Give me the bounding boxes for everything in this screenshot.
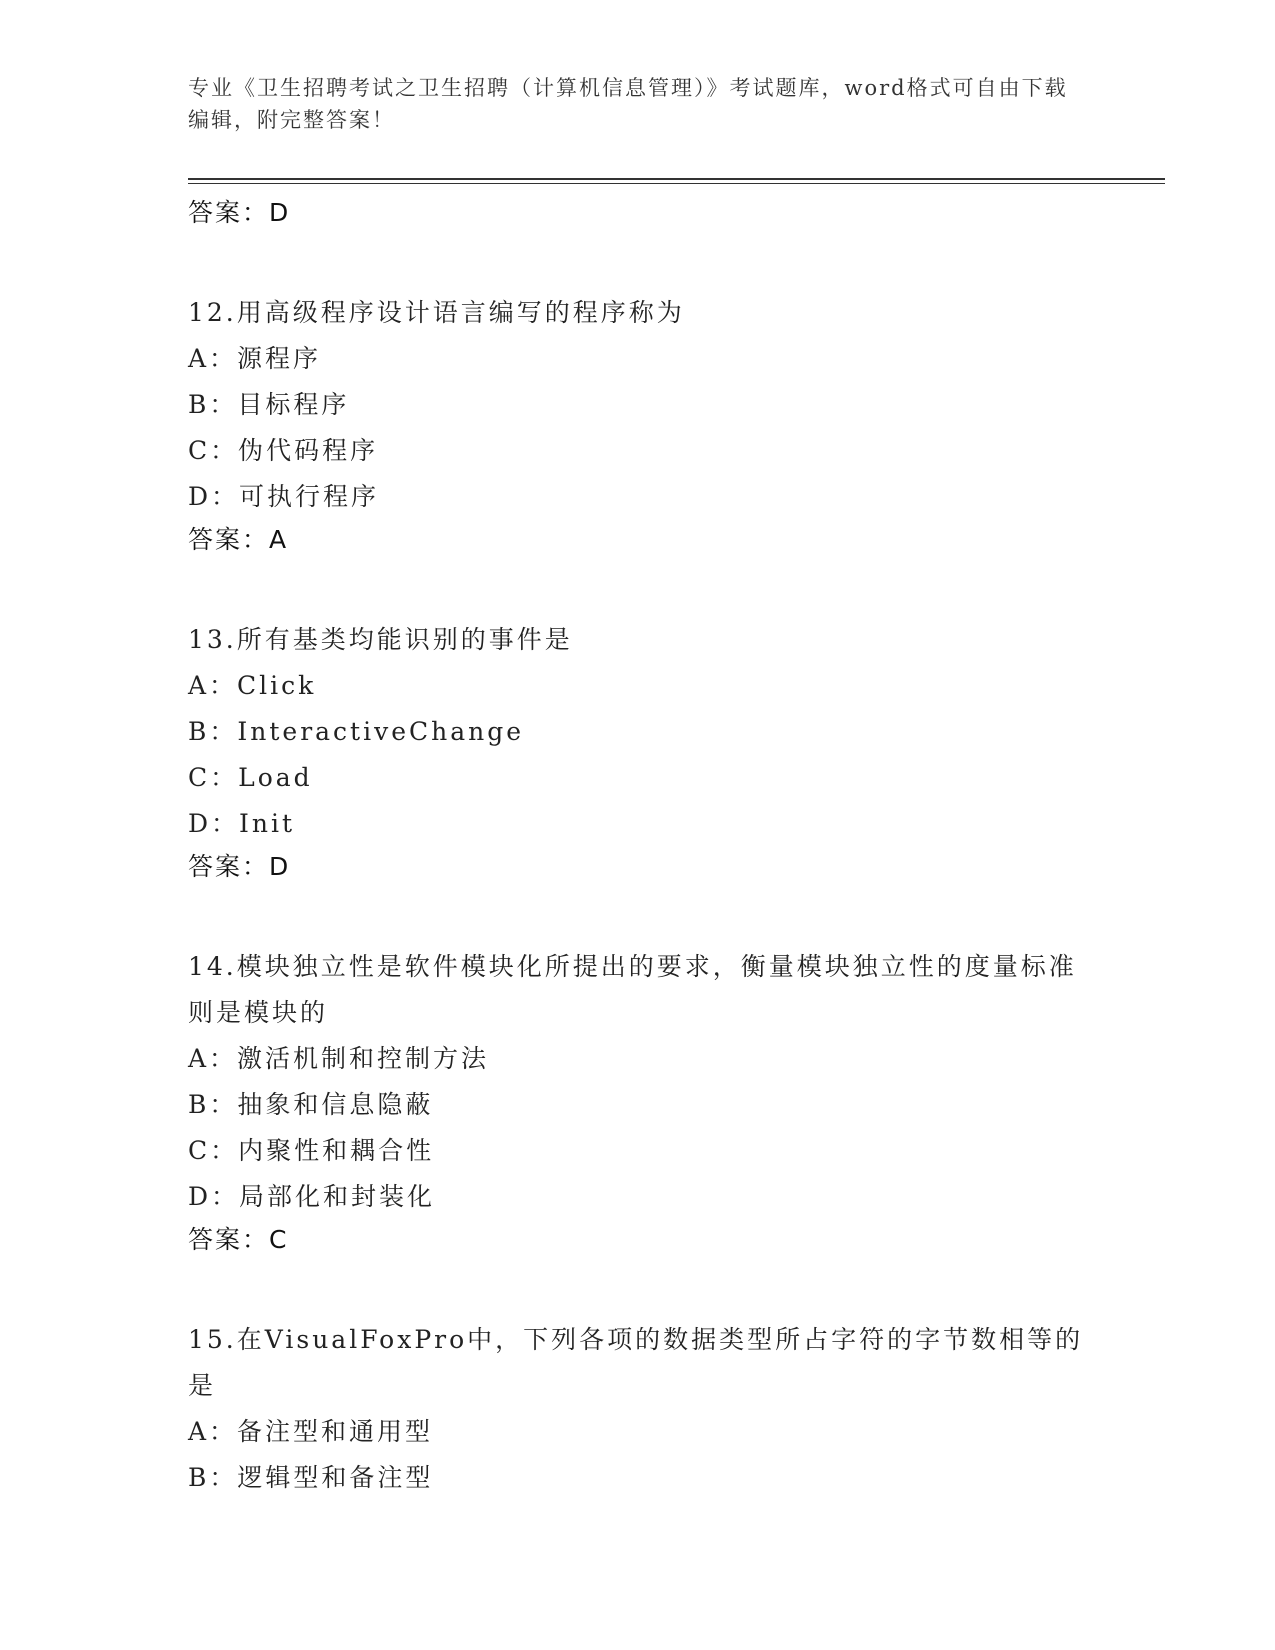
question-13 (188, 617, 1088, 893)
question-text: 12.用高级程序设计语言编写的程序称为 (188, 298, 685, 327)
question-list (188, 193, 1088, 1501)
answer-line: 答案：D (188, 198, 291, 227)
option-a: A：激活机制和控制方法 (188, 1044, 490, 1073)
header-rule-thin (188, 183, 1165, 184)
option-c: C：内聚性和耦合性 (188, 1136, 435, 1165)
question-text: 15.在VisualFoxPro中，下列各项的数据类型所占字符的字节数相等的是 (188, 1325, 1084, 1400)
question-text: 14.模块独立性是软件模块化所提出的要求，衡量模块独立性的度量标准则是模块的 (188, 952, 1077, 1027)
option-b: B：抽象和信息隐蔽 (188, 1090, 434, 1119)
question-12 (188, 290, 1088, 566)
question-14 (188, 944, 1088, 1266)
option-b: B：逻辑型和备注型 (188, 1463, 434, 1492)
option-d: D：Init (188, 809, 296, 838)
option-c: C：Load (188, 763, 313, 792)
option-d: D：局部化和封装化 (188, 1182, 436, 1211)
header-rule-thick (188, 178, 1165, 180)
question-15 (188, 1317, 1088, 1501)
document-header: 专业《卫生招聘考试之卫生招聘（计算机信息管理）》考试题库，word格式可自由下载编辑，附完整答案！ (188, 76, 1068, 132)
option-b: B：目标程序 (188, 390, 350, 419)
option-b: B：InteractiveChange (188, 717, 525, 746)
option-d: D：可执行程序 (188, 482, 380, 511)
option-c: C：伪代码程序 (188, 436, 379, 465)
question-text: 13.所有基类均能识别的事件是 (188, 625, 573, 654)
answer-line: 答案：A (188, 525, 289, 554)
option-a: A：Click (188, 671, 317, 700)
option-a: A：备注型和通用型 (188, 1417, 434, 1446)
option-a: A：源程序 (188, 344, 322, 373)
answer-line: 答案：D (188, 852, 291, 881)
answer-line: 答案：C (188, 1225, 289, 1254)
